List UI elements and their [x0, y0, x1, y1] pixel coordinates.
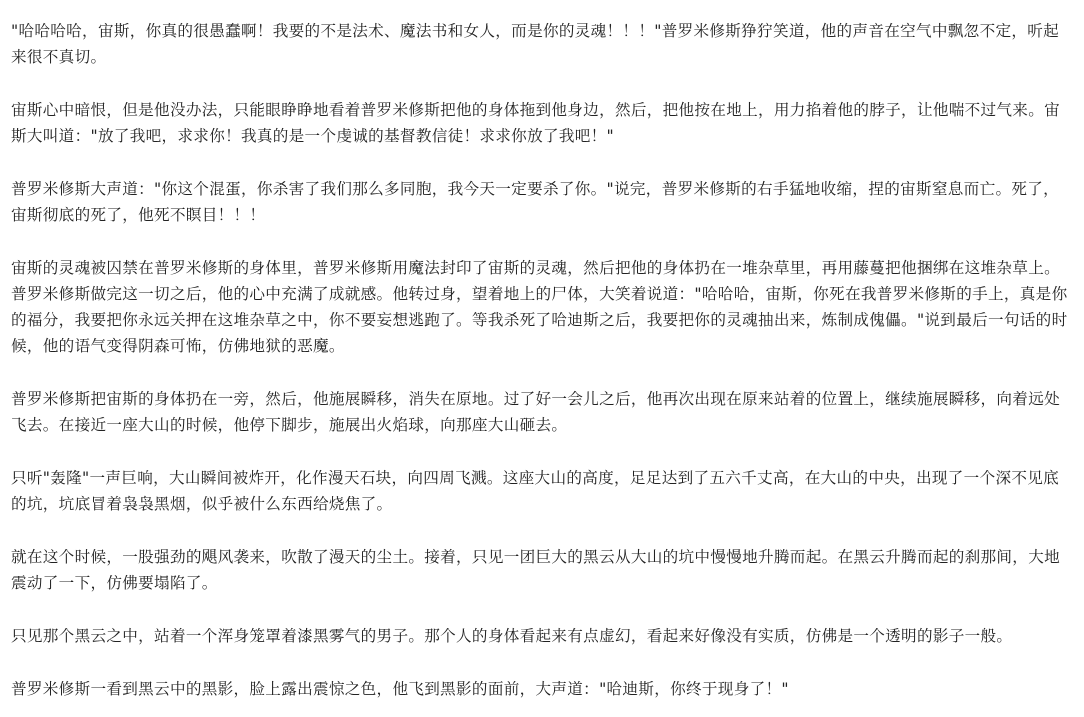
- paragraph-3: 普罗米修斯大声道："你这个混蛋，你杀害了我们那么多同胞，我今天一定要杀了你。"说完，普罗米修斯的右手猛地收缩，捏的宙斯窒息而亡。死了，宙斯彻底的死了，他死不瞑目！！！: [11, 180, 1060, 224]
- paragraph-1: "哈哈哈哈，宙斯，你真的很愚蠢啊！我要的不是法术、魔法书和女人，而是你的灵魂！！！"普罗米修斯狰狞笑道，他的声音在空气中飘忽不定，听起来很不真切。: [11, 22, 1060, 66]
- paragraph-4: 宙斯的灵魂被囚禁在普罗米修斯的身体里，普罗米修斯用魔法封印了宙斯的灵魂，然后把他的身体扔在一堆杂草里，再用藤蔓把他捆绑在这堆杂草上。普罗米修斯做完这一切之后，他的心中充满了成就感。他转过身，望着地上的尸体，大笑着说道："哈哈哈，宙斯，你死在我普罗米修斯的手上，真是你的福分，我要把你永远关押在这堆杂草之中，你不要妄想逃跑了。等我杀死了哈迪斯之后，我要把你的灵魂抽出来，炼制成傀儡。"说到最后一句话的时候，他的语气变得阴森可怖，仿佛地狱的恶魔。: [11, 259, 1068, 355]
- paragraph-9: 普罗米修斯一看到黑云中的黑影，脸上露出震惊之色，他飞到黑影的面前，大声道："哈迪斯，你终于现身了！": [11, 680, 789, 698]
- paragraph-7: 就在这个时候，一股强劲的飓风袭来，吹散了漫天的尘土。接着，只见一团巨大的黑云从大山的坑中慢慢地升腾而起。在黑云升腾而起的刹那间，大地震动了一下，仿佛要塌陷了。: [11, 548, 1060, 592]
- paragraph-6: 只听"轰隆"一声巨响，大山瞬间被炸开，化作漫天石块，向四周飞溅。这座大山的高度，足足达到了五六千丈高，在大山的中央，出现了一个深不见底的坑，坑底冒着袅袅黑烟，似乎被什么东西给烧焦了。: [11, 469, 1060, 513]
- paragraph-8: 只见那个黑云之中，站着一个浑身笼罩着漆黑雾气的男子。那个人的身体看起来有点虚幻，看起来好像没有实质，仿佛是一个透明的影子一般。: [11, 627, 1013, 645]
- paragraph-2: 宙斯心中暗恨，但是他没办法，只能眼睁睁地看着普罗米修斯把他的身体拖到他身边，然后，把他按在地上，用力掐着他的脖子，让他喘不过气来。宙斯大叫道："放了我吧，求求你！我真的是一个虔诚的基督教信徒！求求你放了我吧！": [11, 101, 1060, 145]
- paragraph-5: 普罗米修斯把宙斯的身体扔在一旁，然后，他施展瞬移，消失在原地。过了好一会儿之后，他再次出现在原来站着的位置上，继续施展瞬移，向着远处飞去。在接近一座大山的时候，他停下脚步，施展出火焰球，向那座大山砸去。: [11, 390, 1060, 434]
